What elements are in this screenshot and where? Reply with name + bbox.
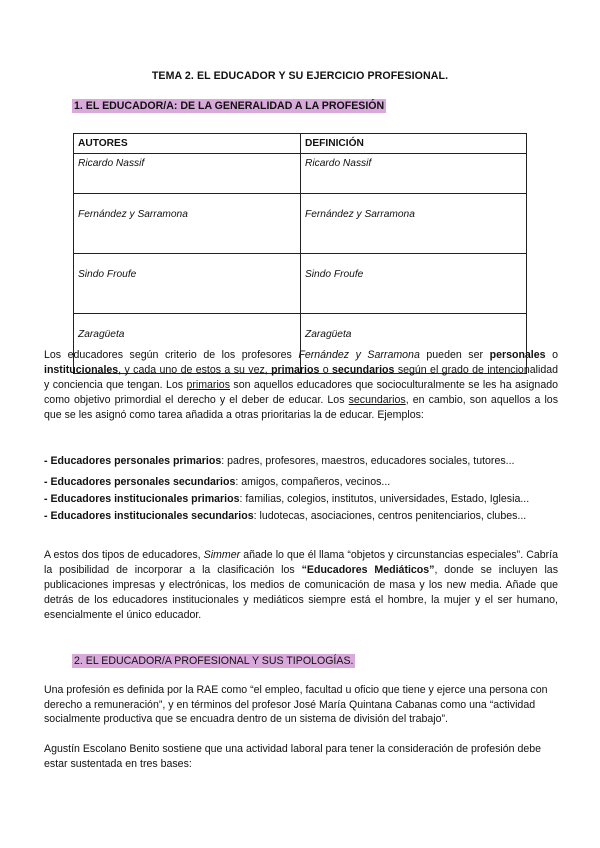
document-title: TEMA 2. EL EDUCADOR Y SU EJERCICIO PROFESIONAL. [151,70,449,82]
table-row [74,254,527,314]
section-2-heading [72,655,355,667]
header-definicion: DEFINICIÓN [301,134,527,154]
table-cell: Sindo Froufe [74,254,301,314]
table-cell: Fernández y Sarramona [74,194,301,254]
header-autores: AUTORES [74,134,301,154]
list-item: - Educadores institucionales secundarios: ludotecas, asociaciones, centros penitenciarios, clubes... [44,510,527,522]
paragraph-educator-types: Los educadores según criterio de los profesores Fernández y Sarramona pueden ser personales o institucionales, y cada uno de estos a su vez, primarios o secundarios según el grado de intencionalidad y conciencia que tengan. Los primarios son aquellos educadores que socioculturalmente se les ha asignado como objetivo primordial el derecho y el deber de educar. Los secundarios, en cambio, son aquellos a los que se les asignó como tarea añadida a otras prioritarias la de educar. Ejemplos: [44,349,558,421]
authors-table [73,133,527,374]
table-header-row [74,134,527,154]
section-1-heading-text: 1. EL EDUCADOR/A: DE LA GENERALIDAD A LA PROFESIÓN [74,100,385,112]
table-cell: Zaragüeta [301,314,527,374]
paragraph-profession-definition: Una profesión es definida por la RAE como “el empleo, facultad u oficio que tiene y ejerce una persona con derecho a remuneración”, y en términos del profesor José María Quintana Cabanas como una “actividad socialmente productiva que se encuadra dentro de un sistema de división del trabajo”. [44,684,548,725]
examples-list [44,474,564,525]
examples-list-primary [44,453,564,470]
section-1-heading [72,100,386,112]
table-row [74,154,527,194]
table-cell: Sindo Froufe [301,254,527,314]
table-row [74,194,527,254]
list-item: - Educadores personales primarios: padres, profesores, maestros, educadores sociales, tutores... [44,455,515,467]
list-item: - Educadores institucionales primarios: familias, colegios, institutos, universidades, Estado, Iglesia... [44,493,530,505]
table-cell: Zaragüeta [74,314,301,374]
section-2-heading-text: 2. EL EDUCADOR/A PROFESIONAL Y SUS TIPOLOGÍAS. [74,655,354,667]
paragraph-mediatic-educators: A estos dos tipos de educadores, Simmer añade lo que él llama “objetos y circunstancias especiales”. Cabría la posibilidad de incorporar a la clasificación los “Educadores Mediáticos”, donde se incluyen las publicaciones impresas y electrónicas, los medios de comunicación de masa y los new media. Añade que detrás de los educadores institucionales y mediáticos siempre está el hombre, la mujer y el ser humano, esencialmente el único educador. [44,549,558,621]
paragraph-three-bases: Agustín Escolano Benito sostiene que una actividad laboral para tener la consideración de profesión debe estar sustentada en tres bases: [44,743,542,770]
list-item: - Educadores personales secundarios: amigos, compañeros, vecinos... [44,476,391,488]
table-cell: Ricardo Nassif [74,154,301,194]
table-cell: Fernández y Sarramona [301,194,527,254]
table-cell: Ricardo Nassif [301,154,527,194]
